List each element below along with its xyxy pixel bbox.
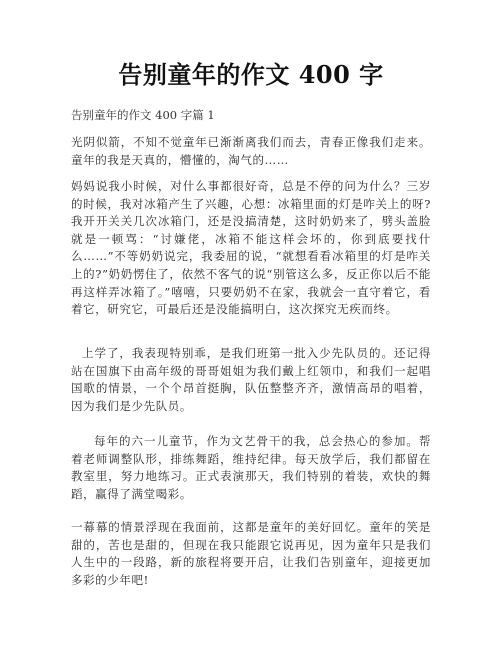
paragraph-3: 上学了，我表现特别乖，是我们班第一批入少先队员的。还记得站在国旗下由高年级的哥哥姐姐为我们戴上红领巾，和我们一起唱国歌的情景，一个个昂首挺胸，队伍整整齐齐，激情高昂的唱着，因为我们是少先队员。 [71,346,431,413]
section-heading: 告别童年的作文 400 字篇 1 [71,108,215,122]
paragraph-2: 妈妈说我小时候，对什么事都很好奇，总是不停的问为什么？三岁的时候，我对冰箱产生了兴趣，心想：冰箱里面的灯是咋关上的呀?我开开关关几次冰箱门，还是没搞清楚，这时奶奶来了，劈头盖脸就是一顿骂：“讨嫌佬，冰箱不能这样会坏的，你到底要找什么……”不等奶奶说完，我委屈的说，“就想看看冰箱里的灯是咋关上的?”奶奶愣住了，依然不客气的说“别管这么多，反正你以后不能再这样弄冰箱了。”嘻嘻，只要奶奶不在家，我就会一直守着它，看着它，研究它，可最后还是没能搞明白，这次探究无疾而终。 [71,179,431,317]
page-title: 告别童年的作文 400 字 [118,60,384,89]
paragraph-5: 一幕幕的情景浮现在我面前，这都是童年的美好回忆。童年的笑是甜的，苦也是甜的，但现在我只能跟它说再见，因为童年只是我们人生中的一段路，新的旅程将要开启，让我们告别童年，迎接更加多彩的少年吧! [71,520,431,587]
paragraph-1: 光阴似箭，不知不觉童年已渐渐离我们而去，青春正像我们走来。童年的我是天真的，懵懂的，淘气的…… [71,135,431,167]
paragraph-4: 每年的六一儿童节，作为文艺骨干的我，总会热心的参加。帮着老师调整队形，排练舞蹈，维持纪律。每天放学后，我们都留在教室里，努力地练习。正式表演那天，我们特别的着装，欢快的舞蹈，赢得了满堂喝彩。 [71,434,431,501]
